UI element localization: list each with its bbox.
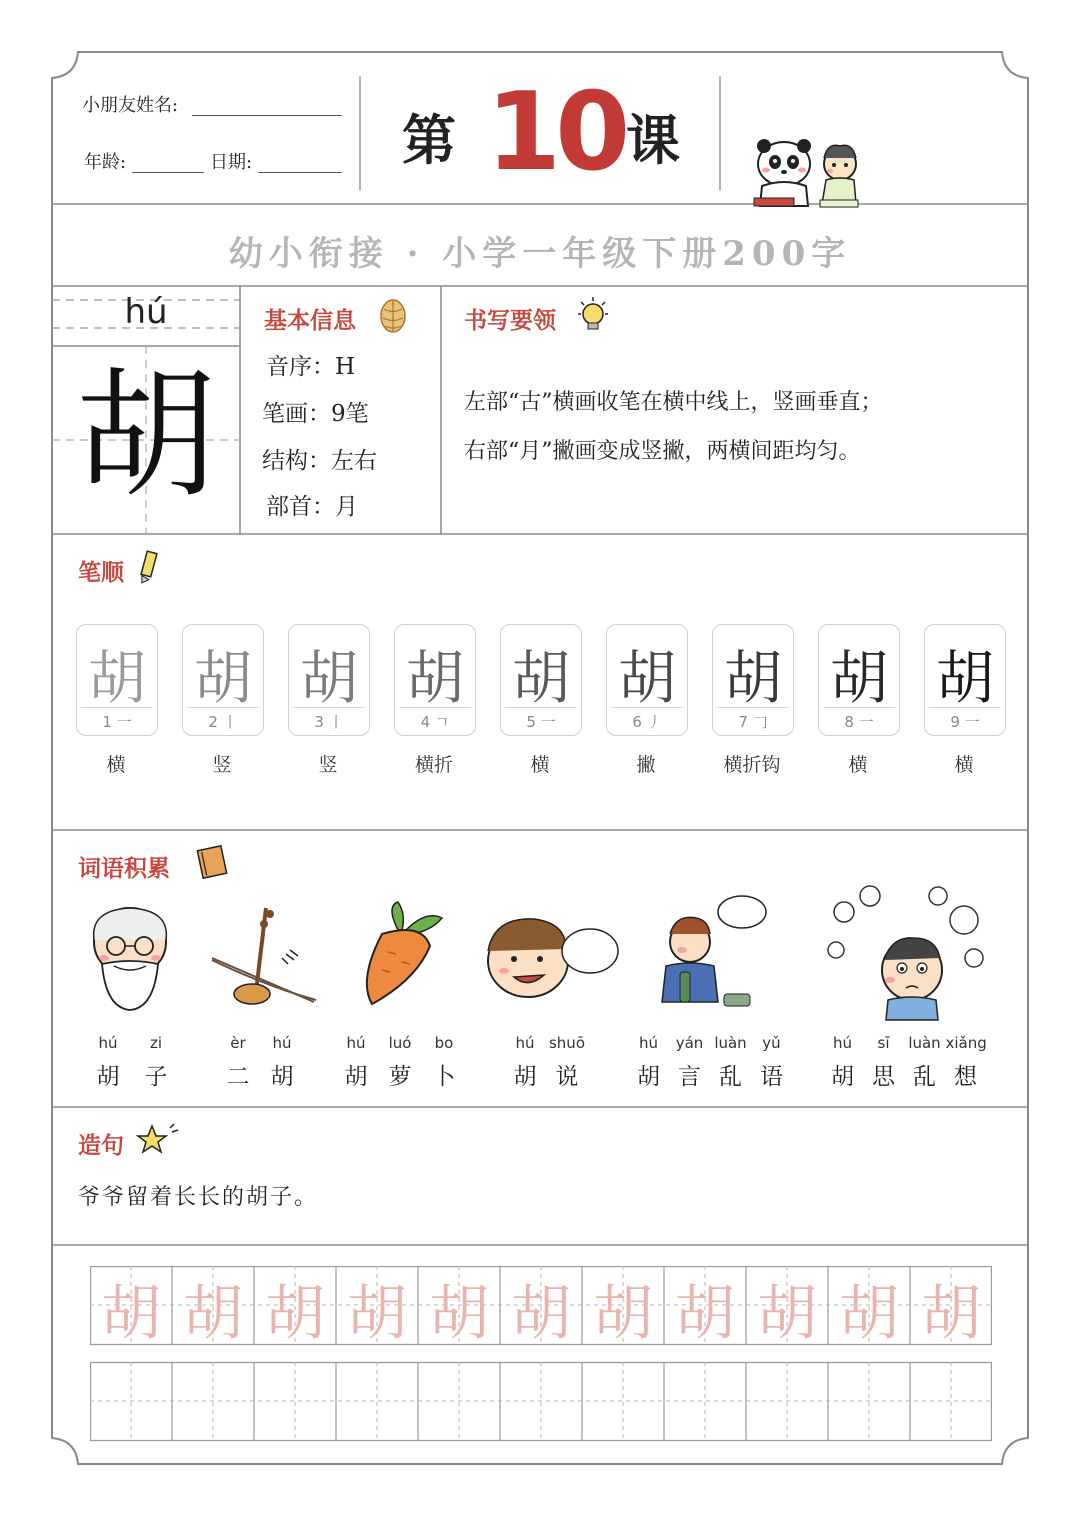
stroke-card-8 <box>818 624 900 736</box>
lesson-number: 10 <box>486 70 625 195</box>
word-char: 胡 <box>513 1064 537 1090</box>
stroke-number: 7 𠃌 <box>738 713 768 731</box>
word-pinyin: luó <box>388 1034 412 1052</box>
stroke-number: 5 一 <box>526 713 556 731</box>
stroke-card-3 <box>288 624 370 736</box>
stroke-glyph: 胡 <box>193 644 252 712</box>
trace-char[interactable]: 胡 <box>921 1279 981 1349</box>
talking-boy-illustration <box>474 905 624 1005</box>
age-field[interactable] <box>132 172 204 173</box>
grandpa-beard-illustration <box>80 900 180 1015</box>
stroke-number: 8 一 <box>844 713 874 731</box>
stroke-name: 横折钩 <box>723 754 781 776</box>
word-pinyin: yǔ <box>762 1034 781 1052</box>
word-char: 子 <box>144 1064 168 1090</box>
sentence-title: 造句 <box>78 1132 124 1159</box>
word-pinyin: luàn <box>908 1034 941 1052</box>
word-char: 胡 <box>831 1064 854 1090</box>
stroke-card-9 <box>924 624 1006 736</box>
word-pinyin: hú <box>98 1034 118 1052</box>
main-character: 胡 <box>75 355 216 518</box>
stroke-divider <box>929 707 1001 708</box>
stroke-number: 6 丿 <box>632 713 662 731</box>
stroke-divider <box>823 707 895 708</box>
panda-boy-illustration <box>748 134 868 214</box>
date-field[interactable] <box>258 172 342 173</box>
stroke-name: 横 <box>954 754 974 776</box>
word-pinyin: luàn <box>714 1034 747 1052</box>
stroke-glyph: 胡 <box>723 644 782 712</box>
name-label: 小朋友姓名: <box>82 95 179 116</box>
drunk-man-illustration <box>650 890 770 1015</box>
trace-char[interactable]: 胡 <box>757 1279 817 1349</box>
trace-char[interactable]: 胡 <box>675 1279 735 1349</box>
word-char: 乱 <box>719 1064 742 1090</box>
word-pinyin: hú <box>638 1034 658 1052</box>
info-bihua: 笔画：9笔 <box>262 401 369 427</box>
lightbulb-icon <box>576 294 610 334</box>
word-char: 想 <box>954 1064 977 1090</box>
stroke-card-4 <box>394 624 476 736</box>
name-field[interactable] <box>192 115 342 116</box>
stroke-name: 横 <box>106 754 126 776</box>
stroke-card-1 <box>76 624 158 736</box>
carrot-illustration <box>352 900 452 1010</box>
word-char: 乱 <box>913 1064 936 1090</box>
stroke-glyph: 胡 <box>617 644 676 712</box>
confused-boy-illustration <box>818 882 993 1022</box>
word-pinyin: èr <box>230 1034 246 1052</box>
word-pinyin: xiǎng <box>945 1034 987 1052</box>
stroke-glyph: 胡 <box>405 644 464 712</box>
erhu-instrument-illustration <box>206 900 321 1015</box>
stroke-card-5 <box>500 624 582 736</box>
word-char: 萝 <box>388 1064 412 1090</box>
stroke-number: 2 丨 <box>208 713 238 731</box>
stroke-name: 横 <box>848 754 868 776</box>
stroke-name: 竖 <box>212 754 232 776</box>
stroke-divider <box>293 707 365 708</box>
trace-char[interactable]: 胡 <box>593 1279 653 1349</box>
word-char: 卜 <box>432 1064 456 1090</box>
stroke-number: 3 丨 <box>314 713 344 731</box>
stroke-number: 1 一 <box>102 713 132 731</box>
word-pinyin: hú <box>515 1034 535 1052</box>
word-char: 思 <box>872 1064 895 1090</box>
age-label: 年龄: <box>84 152 127 173</box>
writing-tips-title: 书写要领 <box>464 307 556 334</box>
vocabulary-title: 词语积累 <box>78 855 170 882</box>
word-char: 语 <box>760 1064 783 1090</box>
stroke-name: 竖 <box>318 754 338 776</box>
word-pinyin: zi <box>149 1034 163 1052</box>
word-char: 胡 <box>637 1064 660 1090</box>
stroke-glyph: 胡 <box>87 644 146 712</box>
stroke-name: 撇 <box>636 754 656 776</box>
star-icon <box>134 1120 182 1160</box>
stroke-number: 4 ㄱ <box>420 713 450 731</box>
trace-char[interactable]: 胡 <box>101 1279 161 1349</box>
stroke-divider <box>505 707 577 708</box>
lesson-suffix: 课 <box>626 108 680 172</box>
info-jiegou: 结构：左右 <box>262 448 377 474</box>
word-pinyin: bo <box>434 1034 454 1052</box>
trace-char[interactable]: 胡 <box>839 1279 899 1349</box>
word-pinyin: sī <box>877 1034 890 1052</box>
stroke-glyph: 胡 <box>935 644 994 712</box>
word-char: 说 <box>555 1064 579 1090</box>
trace-char[interactable]: 胡 <box>511 1279 571 1349</box>
basic-info-title: 基本信息 <box>264 307 356 334</box>
stroke-card-7 <box>712 624 794 736</box>
book-icon <box>192 844 232 880</box>
word-char: 胡 <box>344 1064 368 1090</box>
word-char: 胡 <box>270 1064 294 1090</box>
stroke-card-2 <box>182 624 264 736</box>
page-subtitle: 幼小衔接 · 小学一年级下册200字 <box>228 234 852 274</box>
writing-tip-line-2: 右部“月”撇画变成竖撇，两横间距均匀。 <box>464 439 861 464</box>
stroke-divider <box>611 707 683 708</box>
trace-char[interactable]: 胡 <box>429 1279 489 1349</box>
trace-char[interactable]: 胡 <box>265 1279 325 1349</box>
stroke-name: 横折 <box>414 754 453 776</box>
pencil-icon <box>136 550 162 584</box>
example-sentence: 爷爷留着长长的胡子。 <box>78 1185 319 1210</box>
word-pinyin: yán <box>675 1034 704 1052</box>
stroke-glyph: 胡 <box>829 644 888 712</box>
trace-char[interactable]: 胡 <box>183 1279 243 1349</box>
word-pinyin: hú <box>832 1034 852 1052</box>
word-pinyin: hú <box>272 1034 292 1052</box>
stroke-divider <box>81 707 153 708</box>
trace-char[interactable]: 胡 <box>347 1279 407 1349</box>
stroke-divider <box>717 707 789 708</box>
walnut-icon <box>378 296 408 336</box>
info-bushou: 部首：月 <box>266 494 358 520</box>
stroke-number: 9 一 <box>950 713 980 731</box>
stroke-card-6 <box>606 624 688 736</box>
lesson-prefix: 第 <box>402 108 456 172</box>
date-label: 日期: <box>210 152 253 173</box>
stroke-name: 横 <box>530 754 550 776</box>
info-yinxu: 音序：H <box>266 354 356 380</box>
stroke-divider <box>187 707 259 708</box>
word-pinyin: hú <box>346 1034 366 1052</box>
character-pinyin: hú <box>124 292 168 332</box>
word-char: 言 <box>678 1064 701 1090</box>
stroke-divider <box>399 707 471 708</box>
stroke-order-title: 笔顺 <box>78 559 124 586</box>
word-char: 胡 <box>96 1064 120 1090</box>
word-char: 二 <box>226 1064 250 1090</box>
stroke-glyph: 胡 <box>299 644 358 712</box>
writing-tip-line-1: 左部“古”横画收笔在横中线上，竖画垂直； <box>464 390 883 415</box>
word-pinyin: shuō <box>548 1034 585 1052</box>
stroke-glyph: 胡 <box>511 644 570 712</box>
